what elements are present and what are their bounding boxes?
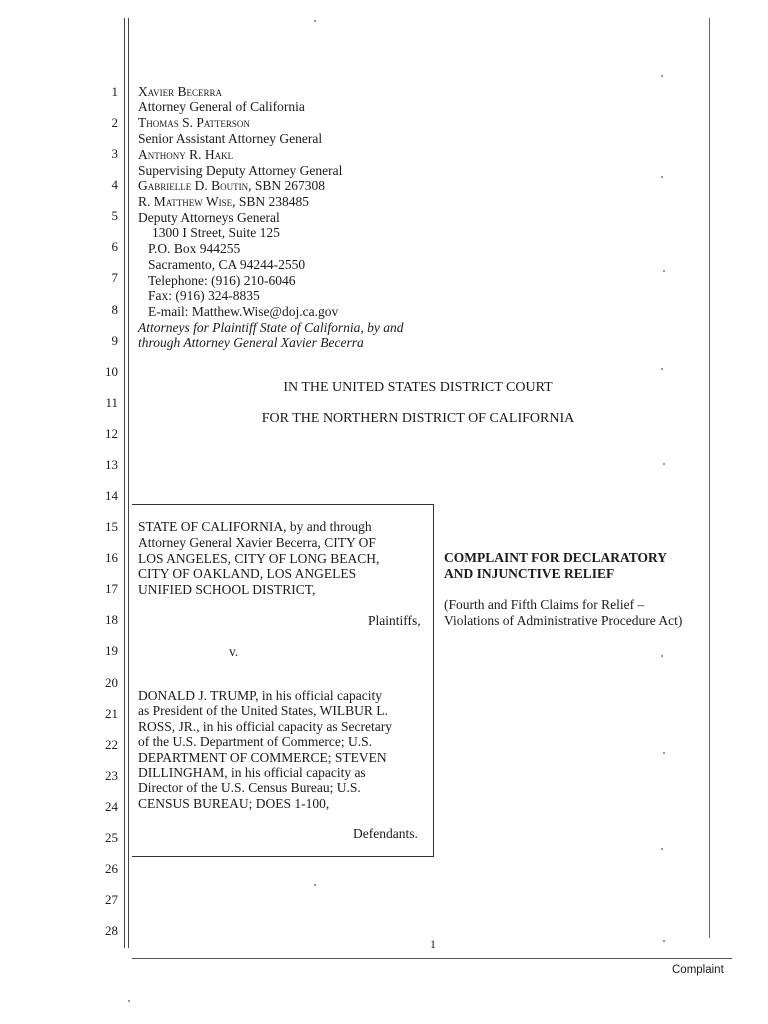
representation-line: through Attorney General Xavier Becerra [138, 335, 364, 350]
defendants-line: CENSUS BUREAU; DOES 1-100, [138, 796, 330, 811]
line-number: 19 [105, 643, 118, 659]
caption-top-rule [132, 504, 434, 505]
plaintiffs-line: STATE OF CALIFORNIA, by and through [138, 519, 372, 534]
plaintiffs-line: CITY OF OAKLAND, LOS ANGELES [138, 566, 357, 581]
scan-speck [314, 884, 316, 886]
scan-speck [661, 655, 663, 657]
email: E-mail: Matthew.Wise@doj.ca.gov [148, 304, 339, 319]
attorney-bar-line [138, 178, 325, 194]
attorney-bar-line [138, 194, 309, 210]
line-number: 4 [111, 177, 118, 193]
line-number: 11 [105, 394, 118, 410]
left-margin-rule-outer [124, 18, 125, 948]
attorney-name: Xavier Becerra [138, 84, 222, 99]
page-number: 1 [430, 937, 436, 951]
attorney-name: Gabrielle D. Boutin [138, 178, 249, 193]
defendants-line: Director of the U.S. Census Bureau; U.S. [138, 780, 361, 795]
footer-label: Complaint [672, 964, 724, 976]
defendants-label: Defendants. [353, 826, 418, 841]
line-number: 8 [111, 301, 118, 317]
defendants-line: as President of the United States, WILBUR L. [138, 703, 388, 718]
defendants-line: of the U.S. Department of Commerce; U.S. [138, 734, 372, 749]
defendants-line: DONALD J. TRUMP, in his official capacity [138, 688, 382, 703]
scan-speck [128, 1000, 130, 1002]
bar-number: , SBN 267308 [248, 178, 326, 193]
line-number: 3 [111, 146, 118, 162]
line-number: 2 [111, 115, 118, 131]
scan-speck [661, 368, 663, 370]
line-number: 20 [105, 674, 118, 690]
line-number: 18 [105, 612, 118, 628]
line-number: 1 [111, 84, 118, 99]
bar-number: , SBN 238485 [232, 194, 310, 209]
line-number: 6 [111, 239, 118, 255]
line-number: 12 [105, 425, 118, 441]
scan-speck [663, 463, 665, 465]
left-margin-rule-inner [128, 18, 129, 948]
document-title-line: AND INJUNCTIVE RELIEF [444, 566, 615, 581]
attorney-name: Anthony R. Hakl [138, 147, 234, 162]
attorney-title: Attorney General of California [138, 99, 305, 114]
scan-speck [314, 20, 316, 22]
document-title-line: COMPLAINT FOR DECLARATORY [444, 550, 668, 565]
line-number: 24 [105, 798, 118, 814]
scan-speck [663, 752, 665, 754]
line-number: 16 [105, 550, 118, 566]
line-number: 10 [105, 363, 118, 379]
scan-speck [663, 940, 665, 942]
deputy-title: Deputy Attorneys General [138, 210, 280, 225]
line-number: 13 [105, 456, 118, 472]
address-line: P.O. Box 944255 [148, 241, 241, 256]
line-number: 21 [105, 705, 118, 721]
defendants-line: DEPARTMENT OF COMMERCE; STEVEN [138, 750, 387, 765]
attorney-name: R. Matthew Wise [138, 194, 233, 209]
caption-bottom-rule [132, 856, 434, 857]
plaintiffs-line: Attorney General Xavier Becerra, CITY OF [138, 535, 376, 550]
court-name: IN THE UNITED STATES DISTRICT COURT [283, 380, 553, 395]
claims-line: Violations of Administrative Procedure Act) [444, 613, 683, 628]
line-number: 25 [105, 829, 118, 845]
line-number: 27 [105, 892, 118, 908]
line-number: 5 [111, 208, 118, 224]
line-number: 14 [105, 488, 118, 504]
versus: v. [229, 644, 239, 659]
plaintiffs-line: UNIFIED SCHOOL DISTRICT, [138, 582, 316, 597]
line-number: 23 [105, 767, 118, 783]
defendants-line: DILLINGHAM, in his official capacity as [138, 765, 366, 780]
line-number: 22 [105, 736, 118, 752]
right-margin-rule [709, 18, 710, 938]
claims-line: (Fourth and Fifth Claims for Relief – [444, 597, 645, 612]
attorney-title: Senior Assistant Attorney General [138, 131, 323, 146]
address-line: 1300 I Street, Suite 125 [152, 225, 280, 240]
telephone: Telephone: (916) 210-6046 [148, 273, 296, 288]
caption-right-rule [433, 504, 434, 856]
scan-speck [661, 176, 663, 178]
representation-line: Attorneys for Plaintiff State of California, by and [138, 320, 404, 335]
court-district: FOR THE NORTHERN DISTRICT OF CALIFORNIA [261, 411, 575, 426]
line-number: 28 [105, 923, 118, 939]
line-number: 17 [105, 581, 118, 597]
plaintiffs-label: Plaintiffs, [368, 613, 421, 628]
line-number: 15 [105, 519, 118, 535]
line-number: 9 [111, 332, 118, 348]
scan-speck [661, 75, 663, 77]
line-number: 26 [105, 861, 118, 876]
fax: Fax: (916) 324-8835 [148, 288, 260, 303]
attorney-title: Supervising Deputy Attorney General [138, 163, 343, 178]
address-line: Sacramento, CA 94244-2550 [148, 257, 306, 272]
scan-speck [663, 270, 665, 272]
scan-speck [661, 848, 663, 850]
attorney-name: Thomas S. Patterson [138, 115, 250, 130]
defendants-line: ROSS, JR., in his official capacity as Secretary [138, 719, 392, 734]
line-number: 7 [111, 270, 118, 286]
plaintiffs-line: LOS ANGELES, CITY OF LONG BEACH, [138, 551, 380, 566]
footer-rule [132, 958, 732, 959]
